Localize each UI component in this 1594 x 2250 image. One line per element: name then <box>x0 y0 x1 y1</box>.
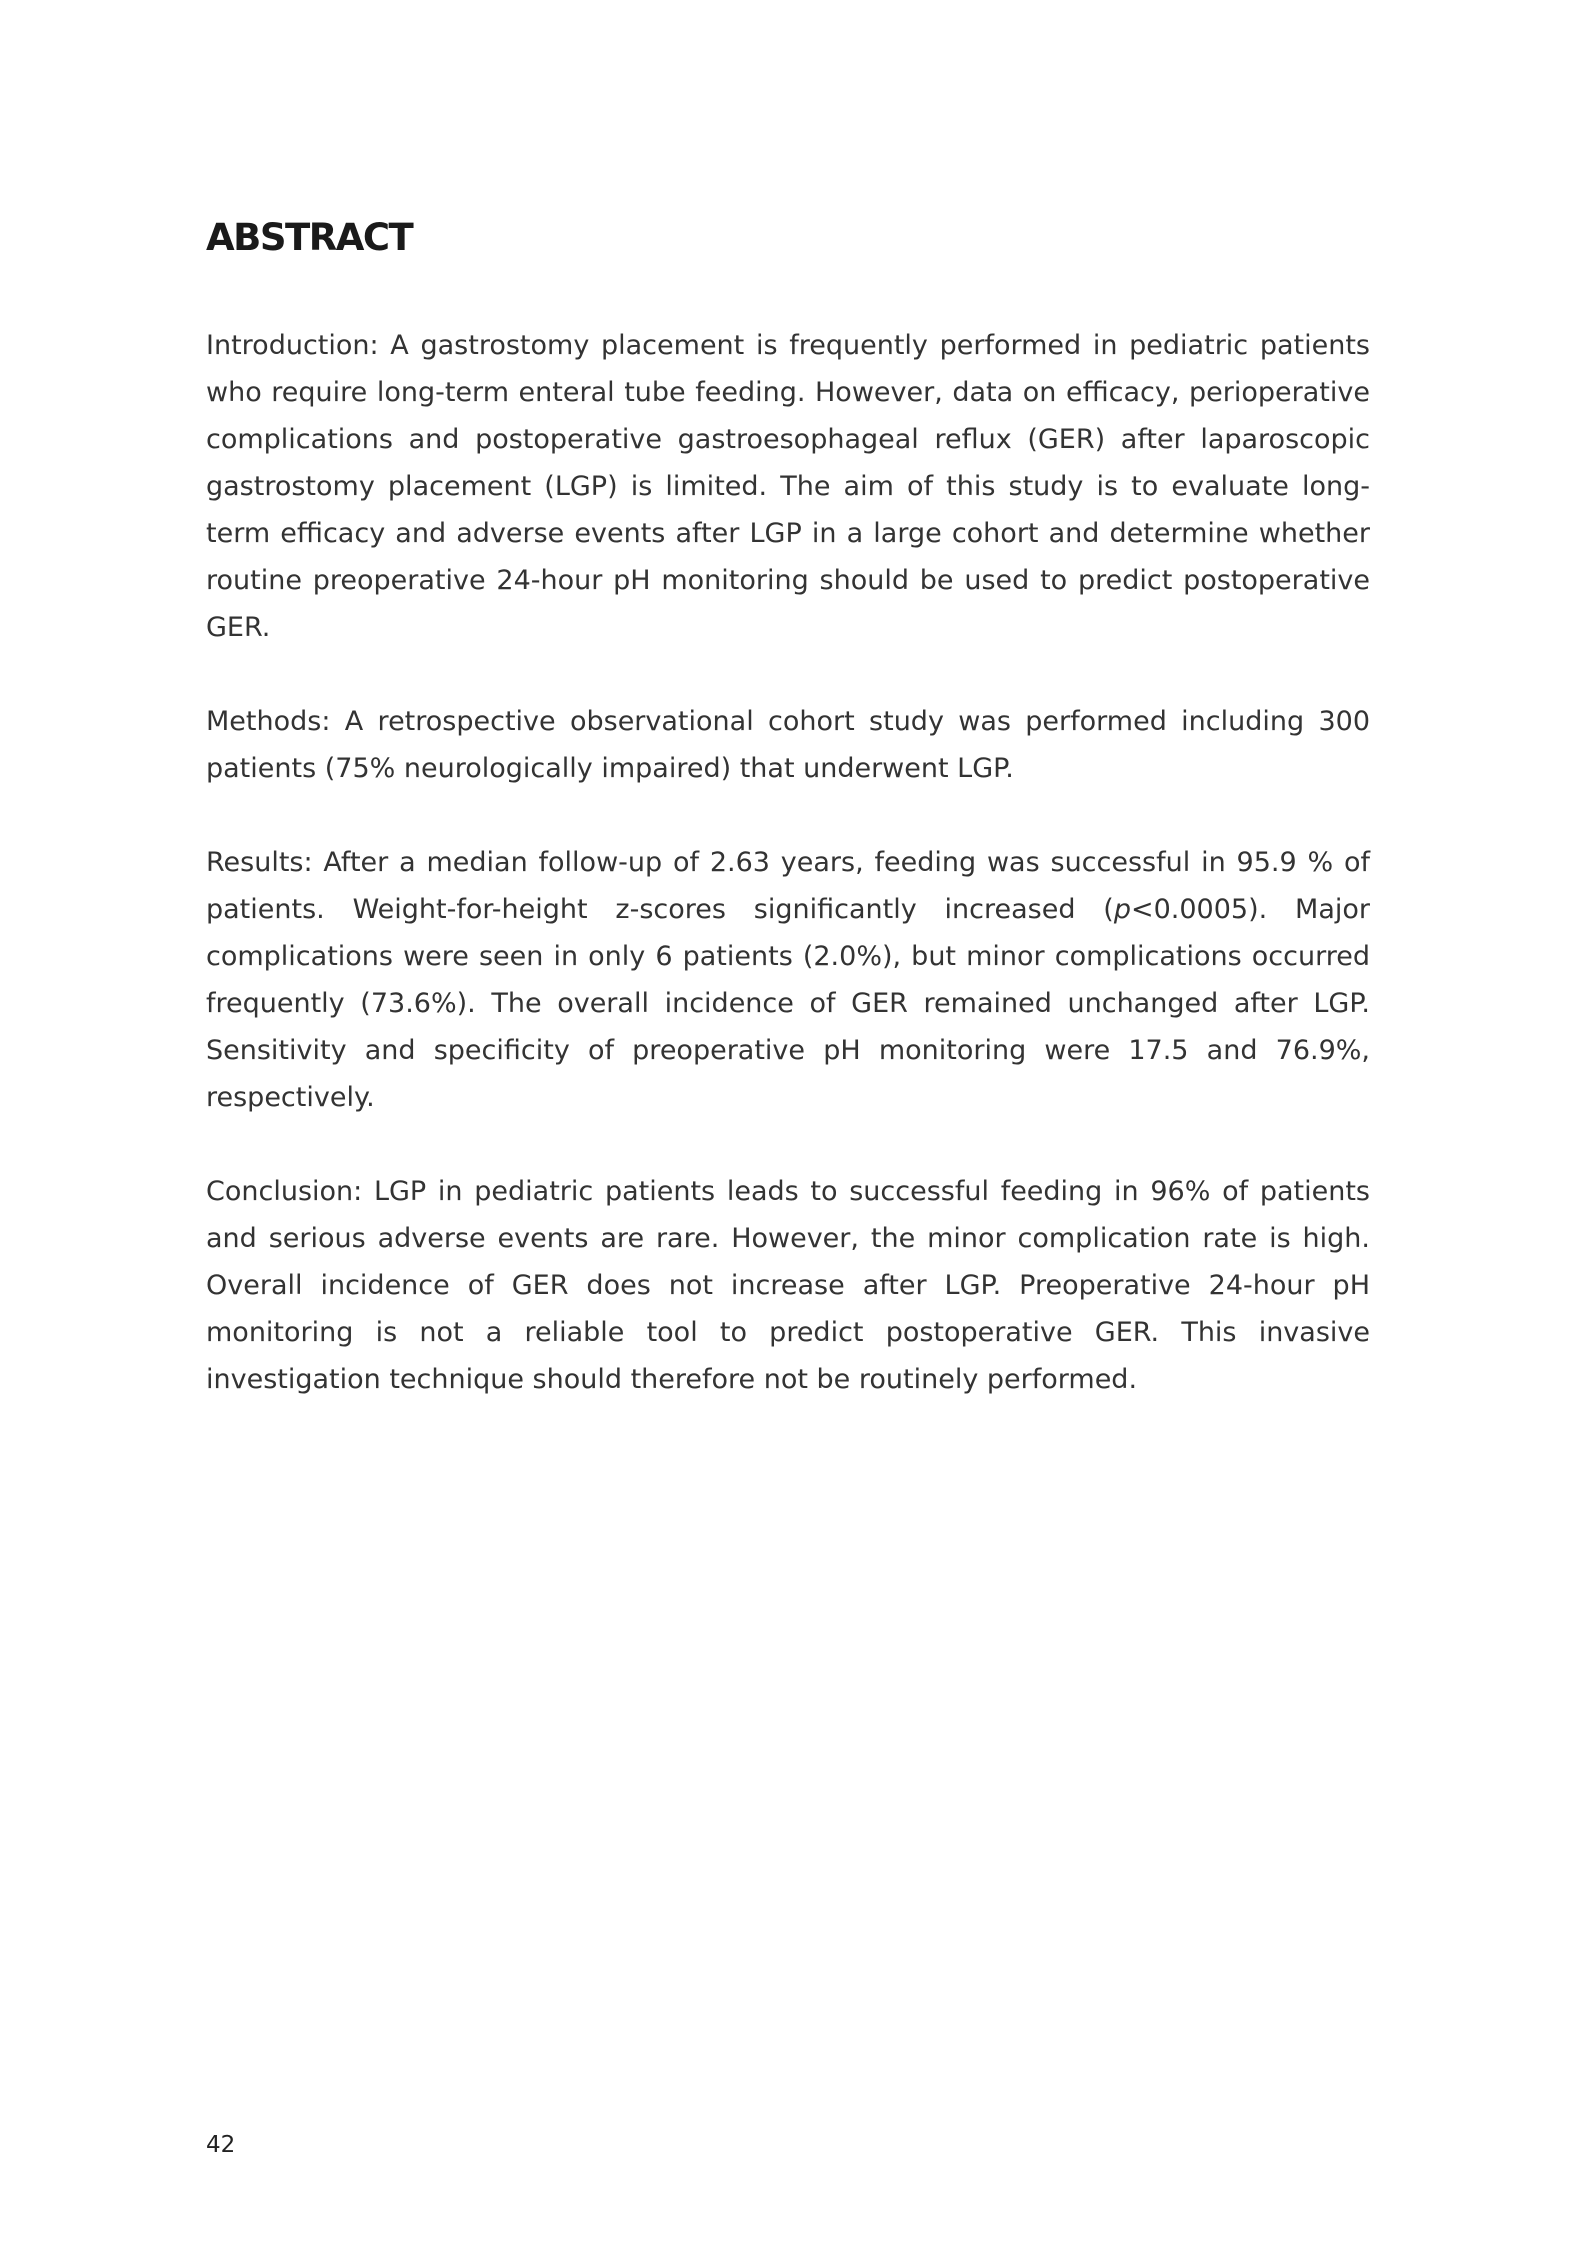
introduction-paragraph: Introduction: A gastrostomy placement is frequently performed in pediatric patients who require long-term enteral tube feeding. However, data on efficacy, perioperative complications and postoperative gastroesophageal reflux (GER) after laparoscopic gastrostomy placement (LGP) is limited. The aim of this study is to evaluate long-term efficacy and adverse events after LGP in a large cohort and determine whether routine preoperative 24-hour pH monitoring should be used to predict postoperative GER. <box>206 330 1370 643</box>
section-heading: ABSTRACT <box>206 216 413 259</box>
results-text-start: Results: After a median follow-up of 2.63 years, feeding was successful in 95.9 % of patients. Weight-for-height z-scores significantly increased ( <box>206 847 1370 925</box>
methods-paragraph: Methods: A retrospective observational cohort study was performed including 300 patients (75% neurologically impaired) that underwent LGP. <box>206 706 1370 784</box>
results-paragraph <box>206 839 1370 1121</box>
p-value-symbol: p <box>1113 894 1131 925</box>
page-number: 42 <box>206 2132 236 2158</box>
conclusion-paragraph: Conclusion: LGP in pediatric patients leads to successful feeding in 96% of patients and serious adverse events are rare. However, the minor complication rate is high. Overall incidence of GER does not increase after LGP. Preoperative 24-hour pH monitoring is not a reliable tool to predict postoperative GER. This invasive investigation technique should therefore not be routinely performed. <box>206 1176 1370 1395</box>
abstract-body <box>206 322 1370 1403</box>
results-text-end: <0.0005). Major complications were seen in only 6 patients (2.0%), but minor complications occurred frequently (73.6%). The overall incidence of GER remained unchanged after LGP. Sensitivity and specificity of preoperative pH monitoring were 17.5 and 76.9%, respectively. <box>206 894 1370 1113</box>
